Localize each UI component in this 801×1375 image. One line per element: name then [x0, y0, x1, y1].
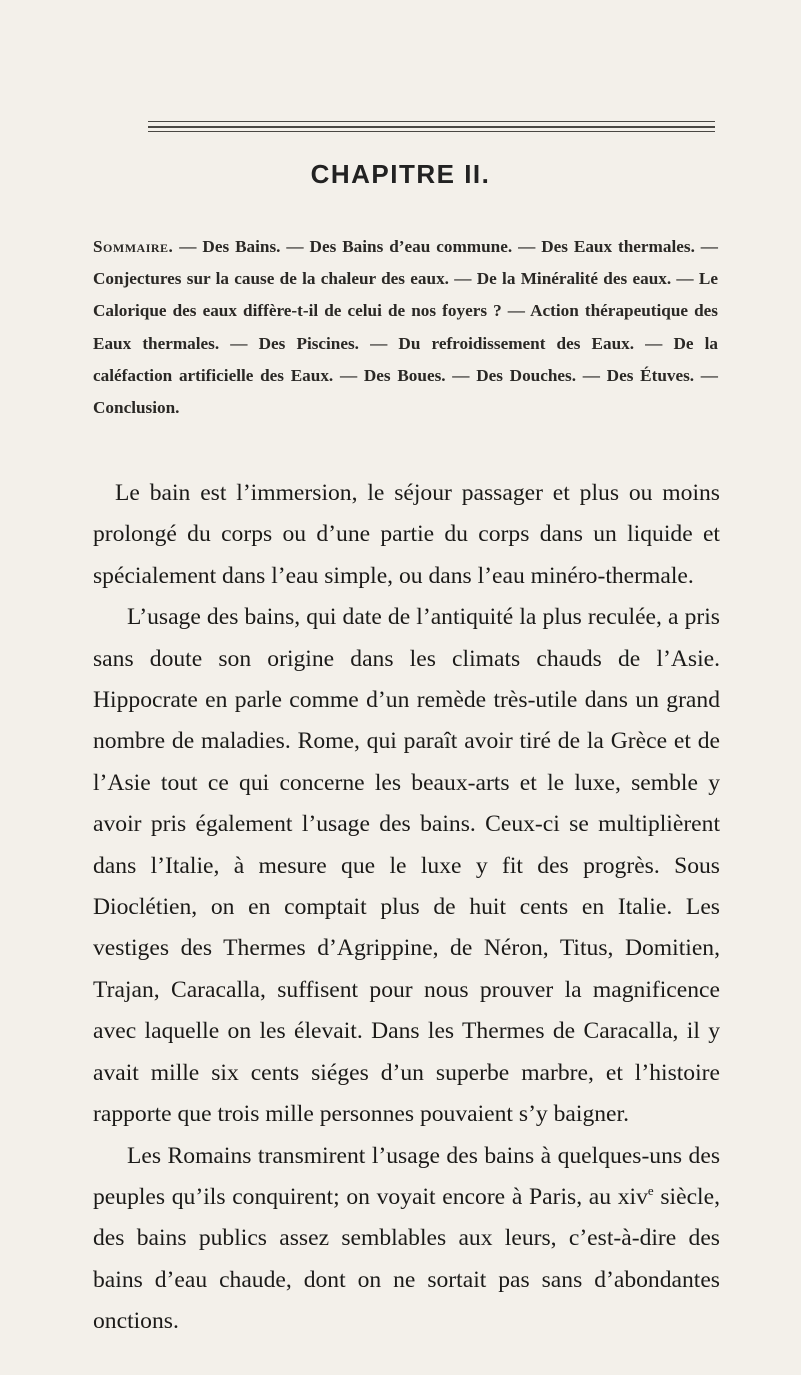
superscript: e: [647, 1183, 654, 1199]
paragraph: Le bain est l’immersion, le séjour passager et plus ou moins prolongé du corps ou d’une partie du corps dans un liquide et spécialement dans l’eau simple, ou dans l’eau minéro-thermale.: [93, 480, 720, 589]
paragraph-text: siècle, des bains publics assez semblables aux leurs, c’est-à-dire des bains d’eau chaude, dont on ne sortait pas sans d’abondantes onctions.: [93, 1183, 720, 1335]
chapter-title: CHAPITRE II.: [310, 159, 491, 189]
paragraph: [93, 1136, 720, 1343]
chapter-summary: [93, 231, 718, 424]
header-rule: [148, 121, 715, 122]
summary-text: — Des Bains. — Des Bains d’eau commune. — Des Eaux thermales. — Conjectures sur la cause de la chaleur des eaux. — De la Minéralité des eaux. — Le Calorique des eaux diffère-t-il de celui de nos foyers ? — Action thérapeutique des Eaux thermales. — Des Piscines. — Du refroidissement des Eaux. — De la caléfaction artificielle des Eaux. — Des Boues. — Des Douches. — Des Étuves. — Conclusion.: [93, 237, 718, 418]
header-rule: [148, 126, 715, 128]
body-text: [93, 473, 720, 1343]
paragraph: L’usage des bains, qui date de l’antiquité la plus reculée, a pris sans doute son origine dans les climats chauds de l’Asie. Hippocrate en parle comme d’un remède très-utile dans un grand nombre de maladies. Rome, qui paraît avoir tiré de la Grèce et de l’Asie tout ce qui concerne les beaux-arts et le luxe, semble y avoir pris également l’usage des bains. Ceux-ci se multiplièrent dans l’Italie, à mesure que le luxe y fit des progrès. Sous Dioclétien, on en comptait plus de huit cents en Italie. Les vestiges des Thermes d’Agrippine, de Néron, Titus, Domitien, Trajan, Caracalla, suffisent pour nous prouver la magnificence avec laquelle on les élevait. Dans les Thermes de Caracalla, il y avait mille six cents siéges d’un superbe marbre, et l’histoire rapporte que trois mille personnes pouvaient s’y baigner.: [93, 604, 720, 1128]
header-rule: [148, 131, 715, 132]
summary-label: Sommaire.: [93, 237, 174, 256]
paragraph-text: Les Romains transmirent l’usage des bains à quelques-uns des peuples qu’ils conquirent; on voyait encore à Paris, au xiv: [93, 1142, 720, 1210]
